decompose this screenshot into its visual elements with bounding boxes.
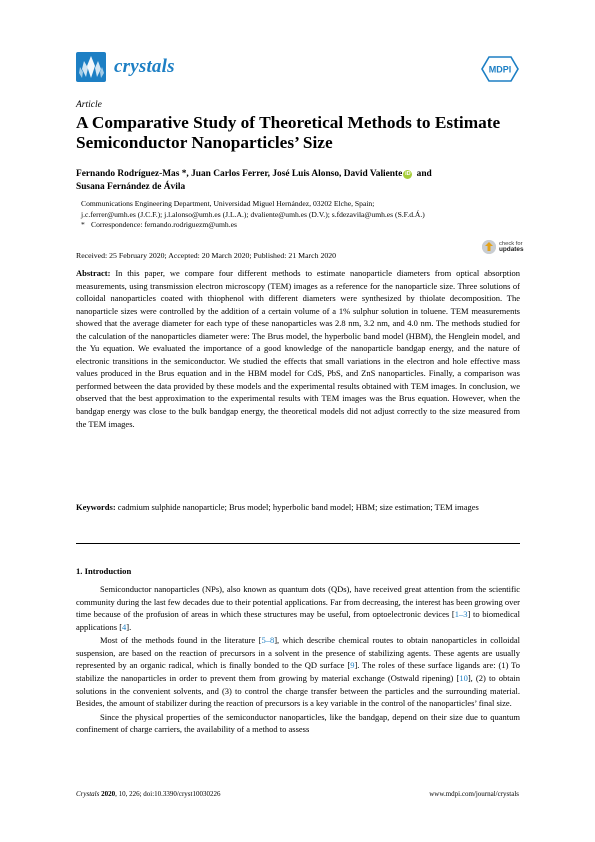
footer-citation: Crystals 2020, 10, 226; doi:10.3390/cryst10030226 (76, 790, 221, 798)
abstract-label: Abstract: (76, 268, 111, 278)
citation-link[interactable]: 10 (459, 673, 468, 684)
journal-logo[interactable] (76, 52, 175, 82)
correspondence-email[interactable]: Correspondence: fernando.rodriguezm@umh.es (91, 220, 237, 230)
authors-line-1: Fernando Rodríguez-Mas *, Juan Carlos Ferrer, José Luis Alonso, David Valiente (76, 169, 403, 179)
section-heading: 1. Introduction (76, 566, 132, 576)
crystals-logo-icon (76, 52, 106, 82)
author-emails: j.c.ferrer@umh.es (J.C.F.); j.l.alonso@umh.es (J.L.A.); dvaliente@umh.es (D.V.); s.fdezavila@umh.es (S.F.d.Á.) (81, 209, 425, 219)
affiliation-block (81, 199, 531, 231)
authors-line-2: Susana Fernández de Ávila (76, 181, 186, 192)
correspondence-line (81, 220, 531, 231)
keywords-label: Keywords: (76, 502, 116, 512)
keywords (76, 501, 520, 514)
citation-link[interactable]: 5–8 (261, 635, 275, 646)
citation-link[interactable]: 9 (350, 660, 355, 671)
paragraph: Most of the methods found in the literature [5–8], which describe chemical routes to obtain nanoparticles in colloidal suspension, are based on the reaction of precursors in a solvent in the presence of stabilizing agents. These agents are usually represented by an organic radical, which is finally bonded to the QD surface [9]. The roles of these surface ligands are: (1) To stabilize the nanoparticles in order to prevent them from growing by material exchange (Ostwald ripening) [10], (2) to obtain solutions in the convenient solvents, and (3) to control the charge transfer between the particles and the surrounding material. Besides, the amount of stabilizer during the reaction of precursors is a key variable in the control of the nanoparticles’ final size. (76, 635, 520, 709)
section-divider (76, 543, 520, 544)
correspondence-marker: * (81, 220, 85, 230)
citation-link[interactable]: 4 (122, 621, 127, 632)
affiliation-line: Communications Engineering Department, Universidad Miguel Hernández, 03202 Elche, Spain; (81, 199, 375, 208)
paragraph: Semiconductor nanoparticles (NPs), also known as quantum dots (QDs), have received great attention from the scientific community during the last few decades due to their potential applications. Far from decreasing, the interest has been growing over time because of the profusion of areas in which these structures may be useful, from optoelectronic devices [1–3] to biomedical applications [4]. (76, 584, 520, 632)
publication-dates: Received: 25 February 2020; Accepted: 20 March 2020; Published: 21 March 2020 (76, 251, 337, 260)
article-type: Article (76, 100, 102, 110)
authors-and: and (414, 169, 432, 179)
keywords-text: cadmium sulphide nanoparticle; Brus model; hyperbolic band model; HBM; size estimation; TEM images (115, 502, 479, 512)
paragraph: Since the physical properties of the semiconductor nanoparticles, like the bandgap, depend on their size due to quantum confinement of charge carriers, the availability of a method to assess (76, 711, 520, 735)
svg-text:MDPI: MDPI (488, 64, 512, 75)
paper-title: A Comparative Study of Theoretical Methods to Estimate Semiconductor Nanoparticles’ Size (76, 113, 501, 152)
check-for-updates-badge[interactable] (482, 240, 524, 254)
abstract-text: In this paper, we compare four different methods to estimate nanoparticle diameters from optical absorption measurements, using transmission electron microscopy (TEM) images as a reference for the nanoparticle size. Three solutions of colloidal nanoparticles coated with thiophenol with different diameters were synthesized by thiolate decomposition. The nanoparticle sizes were controlled by the addition of a certain volume of a 1% sulphur solution in toluene. TEM measurements showed that the average diameter for each type of these nanoparticles was 2.8 nm, 3.2 nm, and 4.0 nm. The methods studied for the calculation of the nanoparticles diameter were: The Brus model, the hyperbolic band model (HBM), the Henglein model, and the Yu equation. We evaluated the importance of a good knowledge of the nanoparticle bandgap energy, and the nature of electronic transitions in the semiconductor. We studied the effects that small variations in the electron and hole effective mass values produced in the Brus equation and in the HBM model for CdS, PbS, and ZnS nanoparticles. Finally, a comparison was performed between the data provided by these models and the experimental results obtained with TEM images. In conclusion, we observed that the best approximation to the experimental results with TEM images was the Brus equation. However, when the bandgap energy was close to the bulk bandgap energy, the theoretical models did not adjust correctly to the size measured from the TEM images. (76, 268, 520, 429)
footer-url[interactable]: www.mdpi.com/journal/crystals (429, 790, 519, 798)
citation-link[interactable]: 1–3 (454, 609, 468, 620)
check-updates-icon (482, 240, 496, 254)
author-list (76, 168, 526, 193)
journal-name: crystals (114, 56, 175, 77)
check-updates-label: check for updates (499, 240, 524, 253)
mdpi-logo[interactable] (481, 56, 519, 82)
orcid-icon[interactable]: iD (405, 171, 411, 177)
abstract (76, 267, 520, 430)
introduction-body (76, 583, 520, 737)
